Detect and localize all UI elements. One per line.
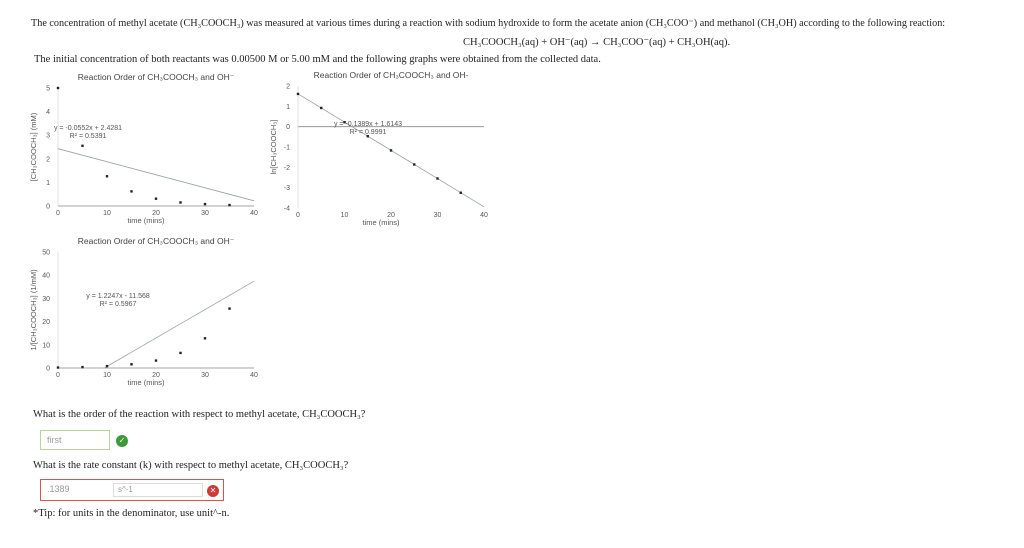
y-axis-label: 1/[CH₃COOCH₃] (1/mM) (29, 269, 38, 351)
y-tick-label: 5 (46, 85, 50, 93)
data-point (130, 363, 132, 365)
x-tick-label: 10 (103, 210, 111, 217)
y-axis-label: ln[CH₃COOCH₃] (269, 119, 278, 175)
y-tick-label: 10 (42, 342, 50, 350)
chart-title: Reaction Order of CH₃COOCH₃ and OH⁻ (77, 236, 235, 246)
data-point (204, 203, 206, 205)
x-tick-label: 0 (56, 372, 60, 379)
y-tick-label: 50 (42, 249, 50, 257)
x-tick-label: 40 (480, 212, 488, 219)
trendline-r2: R² = 0.9991 (349, 129, 387, 136)
chart-title: Reaction Order of CH₃COOCH₃ and OH- (313, 70, 469, 80)
x-tick-label: 20 (387, 212, 395, 219)
x-axis-label: time (mins) (362, 218, 400, 227)
data-point (179, 352, 181, 354)
trendline-equation: y = 1.2247x - 11.568 (86, 293, 150, 300)
x-tick-label: 30 (201, 372, 209, 379)
trendline-equation: y = -0.1389x + 1.6143 (333, 121, 403, 128)
y-tick-label: -4 (283, 205, 290, 213)
x-tick-label: 30 (201, 210, 209, 217)
y-tick-label: 40 (42, 272, 50, 280)
data-point (460, 192, 462, 194)
x-axis-label: time (mins) (127, 216, 165, 225)
data-point (130, 190, 132, 192)
x-tick-label: 0 (296, 212, 300, 219)
question-order: What is the order of the reaction with respect to methyl acetate, CH₃COOCH₃? (33, 409, 366, 420)
y-tick-label: 0 (286, 124, 290, 132)
x-tick-label: 40 (250, 210, 258, 217)
data-point (57, 87, 59, 89)
rate-constant-units-input[interactable]: s^-1 (113, 483, 203, 497)
data-point (106, 175, 108, 177)
y-tick-label: 30 (42, 295, 50, 303)
chart-svg (28, 234, 268, 394)
x-tick-label: 10 (103, 372, 111, 379)
data-point (228, 204, 230, 206)
problem-intro: The concentration of methyl acetate (CH₃COOCH₃) was measured at various times during a reaction with sodium hydroxide to form the acetate anion (CH₃COO⁻) and methanol (CH₃OH) according to the following reaction: (31, 18, 946, 29)
x-tick-label: 20 (152, 210, 160, 217)
question-rate-constant: What is the rate constant (k) with respect to methyl acetate, CH₃COOCH₃? (33, 460, 349, 471)
data-point (297, 93, 299, 95)
y-tick-label: 0 (46, 365, 50, 373)
x-axis-label: time (mins) (127, 378, 165, 387)
chart-svg (268, 70, 500, 232)
data-point (179, 201, 181, 203)
y-tick-label: -1 (283, 144, 290, 152)
chart-title: Reaction Order of CH₃COOCH₃ and OH⁻ (77, 72, 235, 82)
data-point (204, 337, 206, 339)
x-tick-label: 40 (250, 372, 258, 379)
y-tick-label: 2 (286, 83, 290, 91)
units-tip: *Tip: for units in the denominator, use unit^-n. (33, 508, 230, 519)
trendline-r2: R² = 0.5391 (69, 133, 107, 140)
x-tick-label: 30 (433, 212, 442, 219)
chart-inverse-concentration-vs-time (28, 234, 268, 394)
chart-concentration-vs-time (28, 70, 268, 230)
correct-check-icon: ✓ (116, 435, 128, 447)
data-point (155, 197, 157, 199)
data-point (81, 145, 83, 147)
data-point (320, 107, 322, 109)
trendline-r2: R² = 0.5967 (99, 301, 137, 308)
rate-constant-answer-group (40, 479, 224, 501)
reaction-equation: CH₃COOCH₃(aq) + OH⁻(aq) → CH₃COO⁻(aq) + CH₃OH(aq). (463, 37, 731, 48)
chart-ln-concentration-vs-time (268, 70, 500, 232)
data-point (390, 149, 392, 151)
data-point (228, 307, 230, 309)
y-tick-label: 20 (42, 319, 50, 327)
data-point (81, 366, 83, 368)
y-tick-label: -2 (283, 164, 290, 172)
data-point (106, 365, 108, 367)
rate-constant-value-input[interactable]: .1389 (47, 484, 70, 494)
y-tick-label: 1 (46, 179, 50, 187)
incorrect-x-icon: ✕ (207, 485, 219, 497)
y-tick-label: 2 (46, 156, 50, 164)
y-tick-label: 1 (286, 103, 290, 111)
x-tick-label: 20 (152, 372, 160, 379)
order-answer-input[interactable]: first (40, 430, 110, 450)
x-tick-label: 0 (56, 210, 60, 217)
y-tick-label: 4 (46, 109, 50, 117)
trendline-equation: y = -0.0552x + 2.4281 (53, 125, 123, 132)
y-axis-label: [CH₃COOCH₃] (mM) (29, 112, 38, 182)
chart-svg (28, 70, 268, 230)
y-tick-label: 3 (46, 132, 50, 140)
y-tick-label: -3 (283, 185, 290, 193)
data-point (436, 177, 438, 179)
trendline (58, 149, 254, 201)
problem-initial-conditions: The initial concentration of both reactants was 0.00500 M or 5.00 mM and the following graphs were obtained from the collected data. (34, 54, 601, 65)
data-point (155, 359, 157, 361)
data-point (57, 366, 59, 368)
y-tick-label: 0 (46, 203, 50, 211)
x-tick-label: 10 (340, 212, 349, 219)
data-point (413, 163, 415, 165)
